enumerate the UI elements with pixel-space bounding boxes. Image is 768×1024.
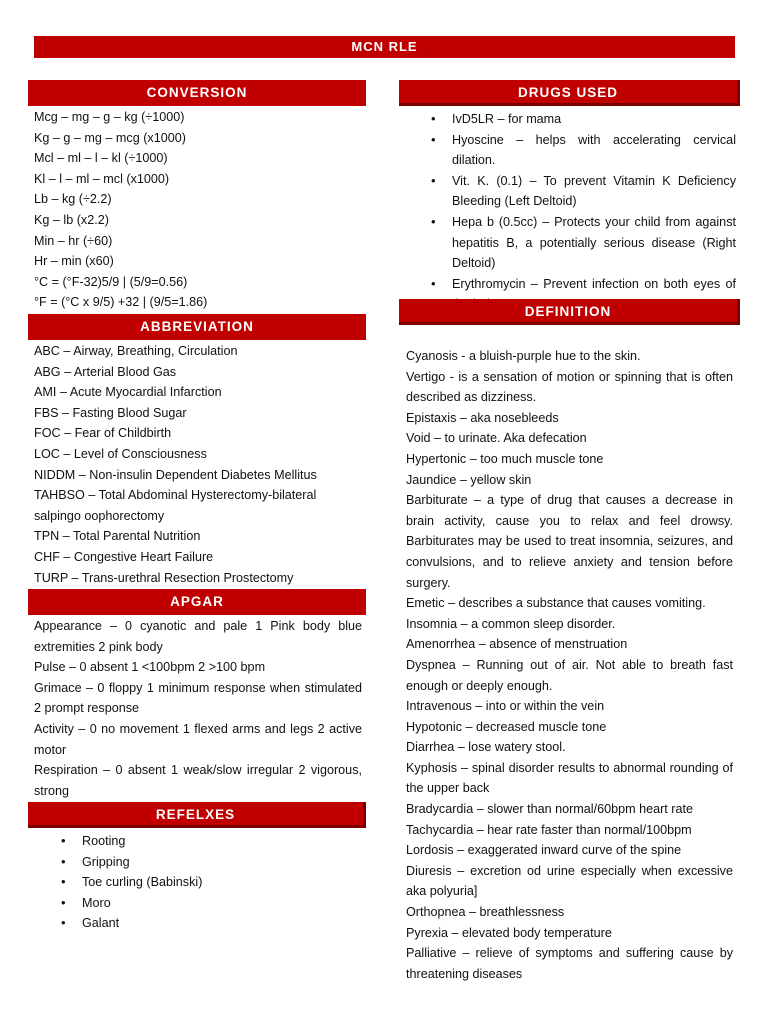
definition-line: Dyspnea – Running out of air. Not able to breath fast enough or deeply enough. (406, 657, 733, 693)
reflex-item: • Toe curling (Babinski) (54, 872, 354, 893)
definition-line: Epistaxis – aka nosebleeds (406, 410, 559, 425)
definition-line: Diuresis – excretion od urine especially when excessive aka polyuria] (406, 863, 733, 899)
definition-line: Jaundice – yellow skin (406, 472, 532, 487)
definition-line: Insomnia – a common sleep disorder. (406, 616, 616, 631)
abbreviation-line: TPN – Total Parental Nutrition (34, 529, 201, 544)
drug-item: • IvD5LR – for mama (424, 109, 736, 130)
conversion-list (34, 107, 364, 313)
page-title: MCN RLE (34, 36, 735, 58)
drug-item: • Hepa b (0.5cc) – Protects your child from against hepatitis B, a potentially serious disease (Right Deltoid) (424, 212, 736, 274)
reflex-item: • Galant (54, 913, 354, 934)
apgar-list (34, 616, 362, 801)
apgar-line: Grimace – 0 floppy 1 minimum response when stimulated 2 prompt response (34, 680, 362, 716)
conversion-line: Lb – kg (÷2.2) (34, 192, 112, 207)
definition-line: Orthopnea – breathlessness (406, 905, 565, 920)
definition-line: Emetic – describes a substance that causes vomiting. (406, 596, 706, 611)
definition-line: Palliative – relieve of symptoms and suffering cause by threatening diseases (406, 946, 733, 981)
definition-line: Pyrexia – elevated body temperature (406, 925, 612, 940)
definition-list (406, 346, 733, 984)
conversion-line: °C = (°F-32)5/9 | (5/9=0.56) (34, 274, 188, 289)
abbreviation-line: TAHBSO – Total Abdominal Hysterectomy-bilateral salpingo oophorectomy (34, 488, 317, 523)
drug-item: • Vit. K. (0.1) – To prevent Vitamin K Deficiency Bleeding (Left Deltoid) (424, 171, 736, 212)
drug-item: • Erythromycin – Prevent infection on both eyes of (424, 274, 736, 315)
definition-line: Bradycardia – slower than normal/60bpm heart rate (406, 802, 694, 817)
conversion-line: Mcg – mg – g – kg (÷1000) (34, 110, 185, 124)
abbreviation-line: FBS – Fasting Blood Sugar (34, 405, 187, 420)
abbreviation-line: ABC – Airway, Breathing, Circulation (34, 344, 238, 358)
drugs-list (424, 109, 736, 315)
apgar-line: Appearance – 0 cyanotic and pale 1 Pink body blue extremities 2 pink body (34, 619, 362, 654)
drugs-heading: DRUGS USED (399, 80, 740, 106)
abbreviation-line: TURP – Trans-urethral Resection Prostectomy (34, 570, 294, 585)
abbreviation-line: ABG – Arterial Blood Gas (34, 364, 177, 379)
reflex-item: • Rooting (54, 831, 354, 852)
definition-line: Amenorrhea – absence of menstruation (406, 637, 628, 652)
definition-line: Void – to urinate. Aka defecation (406, 431, 587, 446)
conversion-line: Kg – lb (x2.2) (34, 212, 109, 227)
abbreviation-line: FOC – Fear of Childbirth (34, 426, 172, 441)
definition-heading: DEFINITION (399, 299, 740, 325)
conversion-line: Mcl – ml – l – kl (÷1000) (34, 151, 168, 166)
conversion-line: Hr – min (x60) (34, 254, 114, 269)
abbreviation-heading: ABBREVIATION (28, 314, 366, 340)
definition-line: Diarrhea – lose watery stool. (406, 740, 566, 755)
apgar-line: Pulse – 0 absent 1 <100bpm 2 >100 bpm (34, 660, 266, 675)
conversion-line: Kg – g – mg – mcg (x1000) (34, 130, 186, 145)
reflex-item: • Gripping (54, 852, 354, 873)
definition-line: Vertigo - is a sensation of motion or spinning that is often described as dizziness. (406, 369, 733, 405)
abbreviation-line: AMI – Acute Myocardial Infarction (34, 385, 222, 400)
apgar-line: Activity – 0 no movement 1 flexed arms and legs 2 active motor (34, 721, 362, 757)
abbreviation-line: LOC – Level of Consciousness (34, 446, 207, 461)
conversion-heading: CONVERSION (28, 80, 366, 106)
apgar-heading: APGAR (28, 589, 366, 615)
conversion-line: °F = (°C x 9/5) +32 | (9/5=1.86) (34, 295, 208, 310)
definition-line: Tachycardia – hear rate faster than normal/100bpm (406, 822, 692, 837)
abbreviation-list (34, 341, 366, 588)
definition-line: Hypotonic – decreased muscle tone (406, 719, 607, 734)
reflex-item: • Moro (54, 893, 354, 914)
abbreviation-line: NIDDM – Non-insulin Dependent Diabetes Mellitus (34, 467, 317, 482)
drug-item: • Hyoscine – helps with accelerating cervical dilation. (424, 130, 736, 171)
definition-line: Hypertonic – too much muscle tone (406, 451, 604, 466)
apgar-line: Respiration – 0 absent 1 weak/slow irregular 2 vigorous, strong (34, 763, 362, 798)
reflexes-list (54, 831, 354, 934)
definition-line: Intravenous – into or within the vein (406, 699, 605, 714)
conversion-line: Min – hr (÷60) (34, 233, 113, 248)
conversion-line: Kl – l – ml – mcl (x1000) (34, 171, 170, 186)
abbreviation-line: CHF – Congestive Heart Failure (34, 549, 214, 564)
definition-line: Cyanosis - a bluish-purple hue to the skin. (406, 349, 641, 363)
definition-line: Lordosis – exaggerated inward curve of the spine (406, 843, 682, 858)
definition-line: Barbiturate – a type of drug that causes a decrease in brain activity, cause you to relax and feel drowsy. Barbiturates may be used to treat insomnia, seizures, and convulsions, and to relieve anxiety and tension before surgery. (406, 493, 733, 590)
reflexes-heading: REFELXES (28, 802, 366, 828)
definition-line: Kyphosis – spinal disorder results to abnormal rounding of the upper back (406, 760, 733, 796)
